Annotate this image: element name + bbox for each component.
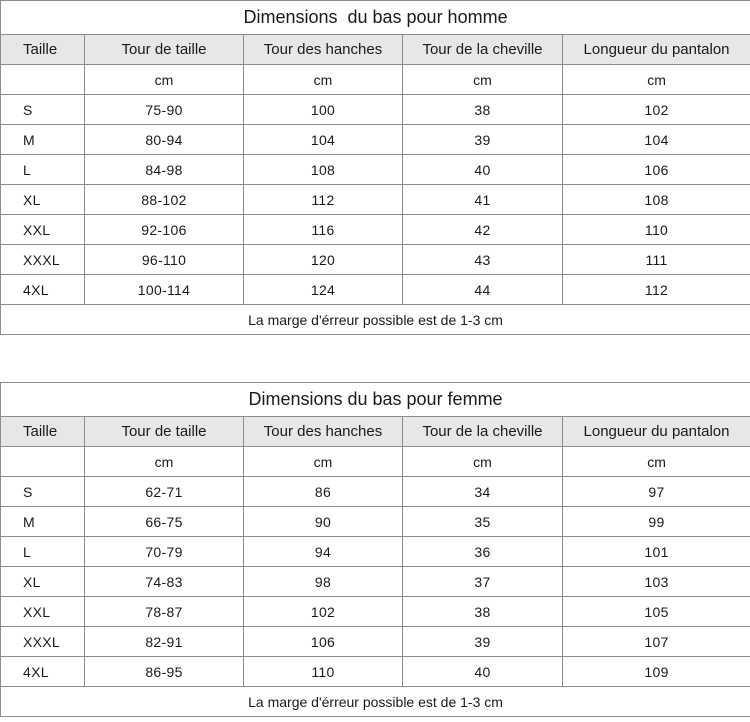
table-row: [1, 125, 750, 155]
size-label: S: [1, 95, 85, 125]
table-row: [1, 245, 750, 275]
title-row: [1, 383, 750, 417]
table-row: [1, 275, 750, 305]
measurement-cell: 100-114: [85, 275, 244, 305]
measurement-cell: 37: [403, 567, 563, 597]
measurement-cell: 108: [244, 155, 403, 185]
measurement-cell: 84-98: [85, 155, 244, 185]
measurement-cell: 90: [244, 507, 403, 537]
measurement-cell: 41: [403, 185, 563, 215]
unit-cell: cm: [244, 65, 403, 95]
measurement-cell: 74-83: [85, 567, 244, 597]
unit-cell: cm: [85, 447, 244, 477]
measurement-cell: 62-71: [85, 477, 244, 507]
table-row: [1, 597, 750, 627]
measurement-cell: 96-110: [85, 245, 244, 275]
measurement-cell: 116: [244, 215, 403, 245]
measurement-cell: 107: [563, 627, 750, 657]
header-row: [1, 417, 750, 447]
measurement-cell: 70-79: [85, 537, 244, 567]
measurement-cell: 38: [403, 597, 563, 627]
measurement-cell: 86-95: [85, 657, 244, 687]
measurement-cell: 92-106: [85, 215, 244, 245]
measurement-cell: 120: [244, 245, 403, 275]
measurement-cell: 43: [403, 245, 563, 275]
measurement-cell: 108: [563, 185, 750, 215]
table-row: [1, 627, 750, 657]
measurement-cell: 39: [403, 125, 563, 155]
tolerance-note: La marge d'érreur possible est de 1-3 cm: [1, 305, 750, 335]
measurement-cell: 36: [403, 537, 563, 567]
men-size-table: [0, 0, 750, 335]
measurement-cell: 88-102: [85, 185, 244, 215]
measurement-cell: 39: [403, 627, 563, 657]
measurement-cell: 40: [403, 155, 563, 185]
table-row: [1, 95, 750, 125]
measurement-cell: 78-87: [85, 597, 244, 627]
table-title: Dimensions du bas pour femme: [1, 383, 750, 417]
measurement-cell: 80-94: [85, 125, 244, 155]
measurement-cell: 106: [563, 155, 750, 185]
size-label: XXXL: [1, 245, 85, 275]
tolerance-note: La marge d'érreur possible est de 1-3 cm: [1, 687, 750, 717]
size-label: 4XL: [1, 657, 85, 687]
measurement-cell: 86: [244, 477, 403, 507]
measurement-cell: 102: [244, 597, 403, 627]
size-label: XL: [1, 567, 85, 597]
measurement-cell: 112: [244, 185, 403, 215]
measurement-cell: 40: [403, 657, 563, 687]
note-row: [1, 305, 750, 335]
column-header: Longueur du pantalon: [563, 417, 750, 447]
table-row: [1, 507, 750, 537]
measurement-cell: 34: [403, 477, 563, 507]
column-header: Taille: [1, 35, 85, 65]
women-size-table: [0, 382, 750, 717]
measurement-cell: 44: [403, 275, 563, 305]
table-row: [1, 657, 750, 687]
size-label: L: [1, 155, 85, 185]
measurement-cell: 100: [244, 95, 403, 125]
measurement-cell: 102: [563, 95, 750, 125]
column-header: Taille: [1, 417, 85, 447]
measurement-cell: 110: [244, 657, 403, 687]
size-label: XXL: [1, 597, 85, 627]
unit-cell: cm: [563, 65, 750, 95]
measurement-cell: 111: [563, 245, 750, 275]
unit-cell: cm: [244, 447, 403, 477]
unit-cell: cm: [403, 447, 563, 477]
size-label: XL: [1, 185, 85, 215]
column-header: Tour de taille: [85, 35, 244, 65]
table-row: [1, 477, 750, 507]
measurement-cell: 75-90: [85, 95, 244, 125]
measurement-cell: 35: [403, 507, 563, 537]
column-header: Tour de la cheville: [403, 35, 563, 65]
measurement-cell: 124: [244, 275, 403, 305]
note-row: [1, 687, 750, 717]
size-label: XXL: [1, 215, 85, 245]
measurement-cell: 66-75: [85, 507, 244, 537]
size-label: 4XL: [1, 275, 85, 305]
table-title: Dimensions du bas pour homme: [1, 1, 750, 35]
size-label: L: [1, 537, 85, 567]
size-label: M: [1, 507, 85, 537]
column-header: Tour des hanches: [244, 417, 403, 447]
measurement-cell: 104: [563, 125, 750, 155]
column-header: Tour de la cheville: [403, 417, 563, 447]
measurement-cell: 82-91: [85, 627, 244, 657]
size-label: M: [1, 125, 85, 155]
measurement-cell: 106: [244, 627, 403, 657]
unit-cell: cm: [85, 65, 244, 95]
table-row: [1, 185, 750, 215]
size-label: XXXL: [1, 627, 85, 657]
measurement-cell: 109: [563, 657, 750, 687]
unit-cell: [1, 65, 85, 95]
measurement-cell: 104: [244, 125, 403, 155]
table-row: [1, 567, 750, 597]
size-label: S: [1, 477, 85, 507]
header-row: [1, 35, 750, 65]
measurement-cell: 112: [563, 275, 750, 305]
measurement-cell: 103: [563, 567, 750, 597]
table-row: [1, 155, 750, 185]
unit-cell: [1, 447, 85, 477]
units-row: [1, 65, 750, 95]
title-row: [1, 1, 750, 35]
measurement-cell: 99: [563, 507, 750, 537]
column-header: Tour de taille: [85, 417, 244, 447]
table-row: [1, 215, 750, 245]
measurement-cell: 110: [563, 215, 750, 245]
measurement-cell: 42: [403, 215, 563, 245]
column-header: Longueur du pantalon: [563, 35, 750, 65]
table-row: [1, 537, 750, 567]
measurement-cell: 97: [563, 477, 750, 507]
measurement-cell: 105: [563, 597, 750, 627]
unit-cell: cm: [563, 447, 750, 477]
measurement-cell: 101: [563, 537, 750, 567]
measurement-cell: 98: [244, 567, 403, 597]
unit-cell: cm: [403, 65, 563, 95]
measurement-cell: 38: [403, 95, 563, 125]
column-header: Tour des hanches: [244, 35, 403, 65]
units-row: [1, 447, 750, 477]
measurement-cell: 94: [244, 537, 403, 567]
